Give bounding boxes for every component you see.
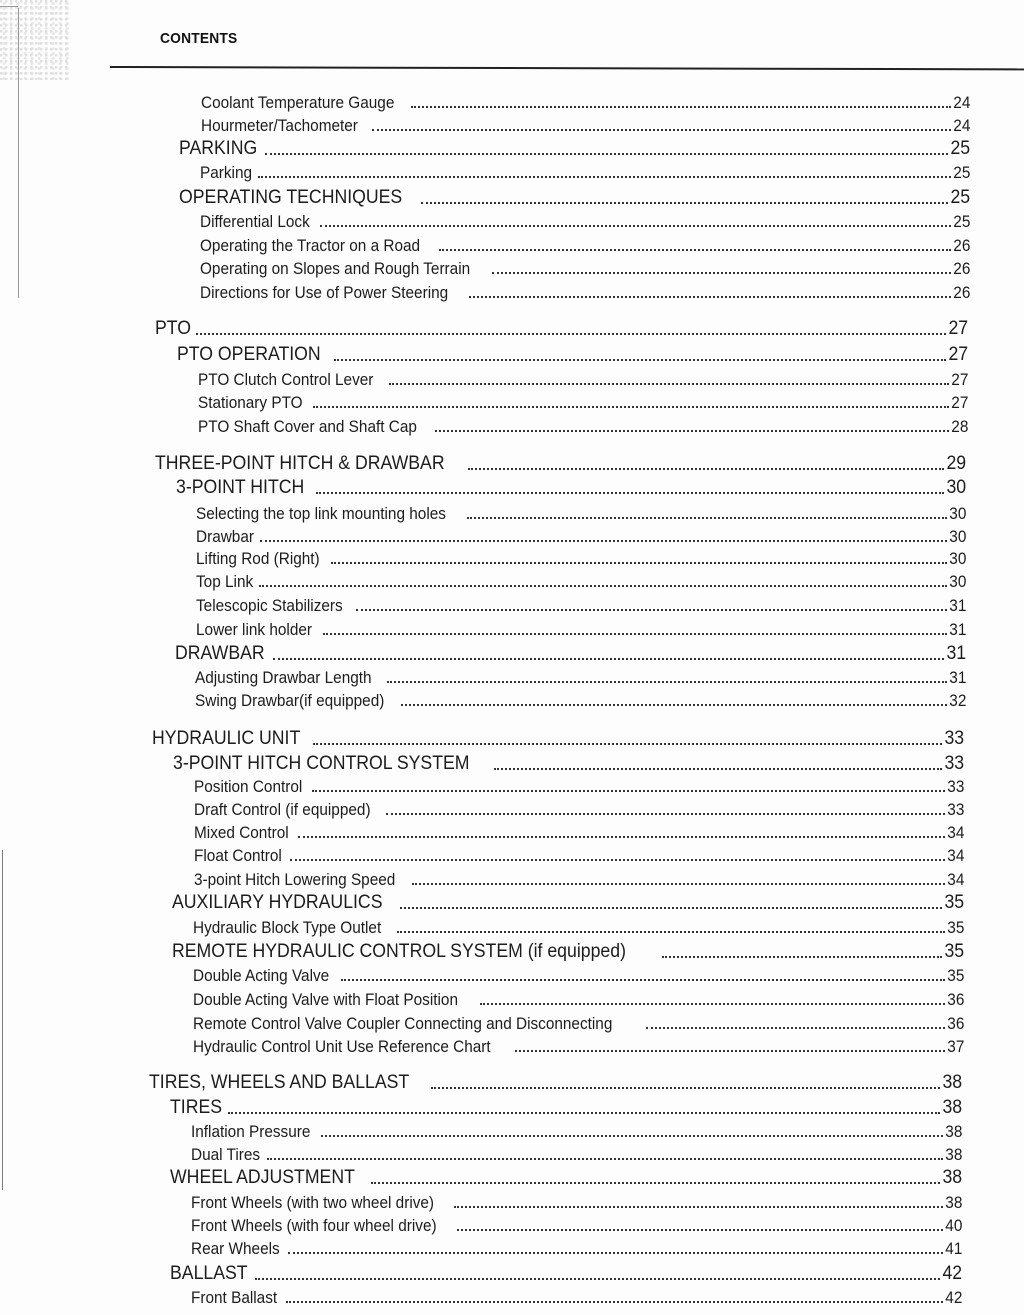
toc-entry-title: Parking (200, 164, 253, 182)
dot-leader (515, 1050, 945, 1052)
toc-entry-level-2[interactable] (198, 394, 968, 413)
toc-entry-level-1[interactable] (176, 477, 966, 499)
header-divider (110, 66, 1024, 70)
dot-leader (457, 1229, 943, 1231)
dot-leader (386, 813, 945, 815)
toc-page-number: 30 (948, 573, 966, 591)
toc-entry-level-2[interactable] (196, 597, 966, 616)
dot-leader (480, 1003, 945, 1005)
margin-tick (0, 6, 18, 7)
toc-entry-title: WHEEL ADJUSTMENT (170, 1167, 355, 1188)
toc-page-number: 31 (948, 669, 966, 687)
toc-page-number: 30 (946, 477, 966, 498)
toc-entry-level-1[interactable] (172, 941, 964, 963)
toc-entry-level-2[interactable] (196, 550, 966, 569)
toc-entry-title: Dual Tires (191, 1146, 261, 1164)
toc-entry-title: Directions for Use of Power Steering (200, 284, 449, 302)
toc-entry-title: Stationary PTO (198, 394, 303, 412)
margin-rule (18, 8, 19, 298)
toc-entry-title: Lower link holder (196, 621, 313, 639)
toc-entry-level-2[interactable] (191, 1289, 962, 1308)
toc-page-number: 27 (950, 371, 968, 389)
toc-page-number: 34 (946, 871, 964, 889)
dot-leader (372, 129, 951, 131)
toc-entry-title: THREE-POINT HITCH & DRAWBAR (155, 453, 445, 474)
toc-page-number: 37 (946, 1038, 964, 1056)
dot-leader (265, 153, 948, 155)
dot-leader (454, 1206, 942, 1208)
toc-entry-title: REMOTE HYDRAULIC CONTROL SYSTEM (if equipped) (172, 941, 626, 962)
dot-leader (389, 383, 949, 385)
dot-leader (260, 540, 946, 542)
toc-entry-level-1[interactable] (170, 1167, 962, 1189)
toc-entry-level-2[interactable] (196, 573, 966, 592)
toc-entry-title: 3-POINT HITCH CONTROL SYSTEM (173, 753, 470, 774)
dot-leader (467, 517, 947, 519)
toc-page-number: 32 (948, 692, 966, 710)
toc-entry-level-1[interactable] (179, 138, 970, 160)
margin-rule-lower (2, 850, 3, 1190)
toc-page-number: 25 (950, 187, 970, 208)
dot-leader (412, 883, 944, 885)
toc-entry-level-2[interactable] (201, 117, 970, 136)
toc-page-number: 25 (952, 164, 970, 182)
toc-entry-title: Double Acting Valve (193, 967, 330, 985)
toc-entry-title: Mixed Control (194, 824, 289, 842)
dot-leader (290, 859, 944, 861)
toc-entry-title: Remote Control Valve Coupler Connecting and Disconnecting (193, 1015, 613, 1033)
dot-leader (258, 176, 951, 178)
dot-leader (468, 468, 943, 470)
dot-leader (387, 681, 947, 683)
toc-entry-title: Front Wheels (with two wheel drive) (191, 1194, 435, 1212)
dot-leader (400, 907, 942, 909)
toc-page-number: 29 (946, 453, 966, 474)
toc-entry-title: Double Acting Valve with Float Position (193, 991, 458, 1009)
toc-entry-level-2[interactable] (191, 1123, 962, 1142)
toc-page-number: 24 (952, 117, 970, 135)
dot-leader (312, 790, 944, 792)
toc-entry-title: Drawbar (196, 528, 254, 546)
toc-page-number: 30 (948, 528, 966, 546)
toc-page-number: 41 (944, 1240, 962, 1258)
dot-leader (662, 956, 942, 958)
dot-leader (298, 836, 945, 838)
toc-entry-level-2[interactable] (195, 669, 966, 688)
toc-page-number: 35 (946, 919, 964, 937)
toc-entry-title: PTO Clutch Control Lever (198, 371, 374, 389)
dot-leader (421, 202, 948, 204)
toc-page-number: 33 (946, 778, 964, 796)
toc-entry-title: Differential Lock (200, 213, 310, 231)
toc-entry-level-2[interactable] (194, 871, 964, 890)
toc-page-number: 24 (952, 94, 970, 112)
toc-page-number: 33 (946, 801, 964, 819)
toc-entry-level-2[interactable] (193, 919, 964, 938)
toc-entry-title: Rear Wheels (191, 1240, 280, 1258)
toc-entry-level-2[interactable] (191, 1217, 962, 1236)
toc-entry-level-2[interactable] (193, 991, 964, 1010)
toc-page-number: 30 (948, 550, 966, 568)
dot-leader (439, 249, 951, 251)
toc-entry-title: Operating on Slopes and Rough Terrain (200, 260, 471, 278)
toc-page-number: 42 (942, 1263, 962, 1284)
toc-entry-level-2[interactable] (196, 528, 966, 547)
toc-entry-level-2[interactable] (200, 164, 970, 183)
dot-leader (401, 704, 947, 706)
dot-leader (397, 931, 944, 933)
toc-entry-level-2[interactable] (194, 847, 964, 866)
toc-entry-level-2[interactable] (201, 94, 970, 113)
dot-leader (431, 1087, 940, 1089)
toc-page-number: 38 (942, 1072, 962, 1093)
dot-leader (371, 1182, 940, 1184)
toc-page-number: 30 (948, 505, 966, 523)
toc-entry-level-1[interactable] (175, 643, 966, 665)
toc-entry-title: Position Control (194, 778, 303, 796)
dot-leader (288, 1252, 942, 1254)
toc-entry-level-1[interactable] (177, 344, 968, 366)
toc-entry-level-1[interactable] (170, 1263, 962, 1285)
toc-page-number: 26 (952, 260, 970, 278)
toc-entry-level-2[interactable] (194, 824, 964, 843)
toc-entry-level-0[interactable] (155, 453, 966, 475)
toc-page-number: 26 (952, 284, 970, 302)
toc-entry-level-2[interactable] (191, 1194, 962, 1213)
dot-leader (267, 1158, 942, 1160)
toc-entry-title: OPERATING TECHNIQUES (179, 187, 403, 208)
scan-noise (0, 0, 70, 80)
toc-entry-level-2[interactable] (200, 213, 970, 232)
toc-page-number: 33 (944, 728, 964, 749)
toc-page-number: 38 (944, 1146, 962, 1164)
toc-entry-level-2[interactable] (195, 692, 966, 711)
toc-page-number: 35 (944, 941, 964, 962)
toc-entry-title: Front Wheels (with four wheel drive) (191, 1217, 437, 1235)
toc-entry-title: Coolant Temperature Gauge (201, 94, 395, 112)
toc-entry-level-0[interactable] (155, 318, 968, 340)
dot-leader (316, 492, 944, 494)
toc-entry-title: PARKING (179, 138, 258, 159)
toc-entry-title: Draft Control (if equipped) (194, 801, 371, 819)
dot-leader (494, 768, 942, 770)
toc-entry-title: Operating the Tractor on a Road (200, 237, 421, 255)
toc-entry-level-2[interactable] (200, 284, 970, 303)
toc-page-number: 38 (942, 1167, 962, 1188)
dot-leader (313, 743, 941, 745)
toc-page-number: 31 (948, 597, 966, 615)
toc-entry-level-2[interactable] (194, 778, 964, 797)
dot-leader (273, 658, 943, 660)
toc-entry-title: Inflation Pressure (191, 1123, 311, 1141)
toc-page-number: 25 (952, 213, 970, 231)
toc-page-number: 38 (944, 1123, 962, 1141)
toc-entry-title: Lifting Rod (Right) (196, 550, 320, 568)
toc-entry-level-1[interactable] (172, 892, 964, 914)
dot-leader (435, 430, 948, 432)
toc-entry-level-1[interactable] (170, 1097, 962, 1119)
toc-entry-level-1[interactable] (179, 187, 970, 209)
toc-entry-level-2[interactable] (191, 1240, 962, 1259)
toc-page-number: 27 (948, 344, 968, 365)
dot-leader (286, 1301, 943, 1303)
toc-entry-level-2[interactable] (200, 237, 970, 256)
toc-entry-level-2[interactable] (196, 505, 966, 524)
toc-page-number: 35 (946, 967, 964, 985)
toc-entry-title: TIRES (170, 1097, 223, 1118)
dot-leader (323, 633, 947, 635)
toc-entry-title: PTO OPERATION (177, 344, 321, 365)
toc-entry-title: PTO (155, 318, 192, 339)
toc-entry-level-2[interactable] (194, 801, 964, 820)
dot-leader (341, 979, 944, 981)
toc-entry-level-2[interactable] (200, 260, 970, 279)
toc-entry-title: Selecting the top link mounting holes (196, 505, 446, 523)
toc-entry-level-2[interactable] (193, 1038, 964, 1057)
toc-entry-level-2[interactable] (198, 418, 968, 437)
toc-entry-title: Top Link (196, 573, 254, 591)
toc-entry-title: Swing Drawbar(if equipped) (195, 692, 385, 710)
toc-page-number: 31 (948, 621, 966, 639)
dot-leader (411, 106, 951, 108)
toc-entry-title: AUXILIARY HYDRAULICS (172, 892, 383, 913)
dot-leader (313, 406, 949, 408)
toc-entry-level-2[interactable] (193, 1015, 964, 1034)
dot-leader (255, 1278, 939, 1280)
dot-leader (334, 359, 946, 361)
toc-entry-title: TIRES, WHEELS AND BALLAST (149, 1072, 410, 1093)
dot-leader (356, 609, 947, 611)
dot-leader (646, 1027, 945, 1029)
dot-leader (228, 1112, 940, 1114)
dot-leader (320, 225, 951, 227)
toc-entry-title: Float Control (194, 847, 282, 865)
toc-entry-title: Hourmeter/Tachometer (201, 117, 358, 135)
toc-entry-level-2[interactable] (191, 1146, 962, 1165)
dot-leader (259, 585, 946, 587)
toc-page-number: 38 (944, 1194, 962, 1212)
dot-leader (469, 296, 951, 298)
toc-entry-level-2[interactable] (198, 371, 968, 390)
toc-page-number: 28 (950, 418, 968, 436)
toc-entry-title: Telescopic Stabilizers (196, 597, 343, 615)
dot-leader (492, 272, 950, 274)
dot-leader (196, 333, 946, 335)
toc-page-number: 35 (944, 892, 964, 913)
toc-page-number: 31 (946, 643, 966, 664)
toc-page-number: 42 (944, 1289, 962, 1307)
toc-entry-title: DRAWBAR (175, 643, 265, 664)
toc-entry-title: BALLAST (170, 1263, 248, 1284)
toc-entry-level-0[interactable] (149, 1072, 962, 1094)
toc-entry-title: 3-POINT HITCH (176, 477, 305, 498)
toc-entry-title: 3-point Hitch Lowering Speed (194, 871, 396, 889)
toc-entry-level-2[interactable] (193, 967, 964, 986)
toc-page-number: 36 (946, 991, 964, 1009)
toc-page-number: 34 (946, 847, 964, 865)
toc-page-number: 40 (944, 1217, 962, 1235)
toc-entry-title: Front Ballast (191, 1289, 278, 1307)
toc-entry-level-1[interactable] (173, 753, 964, 775)
toc-entry-title: HYDRAULIC UNIT (152, 728, 301, 749)
toc-entry-level-0[interactable] (152, 728, 964, 750)
toc-page-number: 33 (944, 753, 964, 774)
toc-page-number: 38 (942, 1097, 962, 1118)
toc-entry-title: Adjusting Drawbar Length (195, 669, 372, 687)
toc-entry-title: PTO Shaft Cover and Shaft Cap (198, 418, 417, 436)
dot-leader (331, 562, 947, 564)
toc-page-number: 27 (950, 394, 968, 412)
toc-page-number: 36 (946, 1015, 964, 1033)
toc-page-number: 34 (946, 824, 964, 842)
toc-entry-level-2[interactable] (196, 621, 966, 640)
dot-leader (321, 1135, 942, 1137)
toc-page-number: 26 (952, 237, 970, 255)
toc-page-number: 25 (950, 138, 970, 159)
page-title: CONTENTS (160, 30, 238, 47)
toc-page-number: 27 (948, 318, 968, 339)
toc-entry-title: Hydraulic Control Unit Use Reference Chart (193, 1038, 491, 1056)
toc-entry-title: Hydraulic Block Type Outlet (193, 919, 382, 937)
